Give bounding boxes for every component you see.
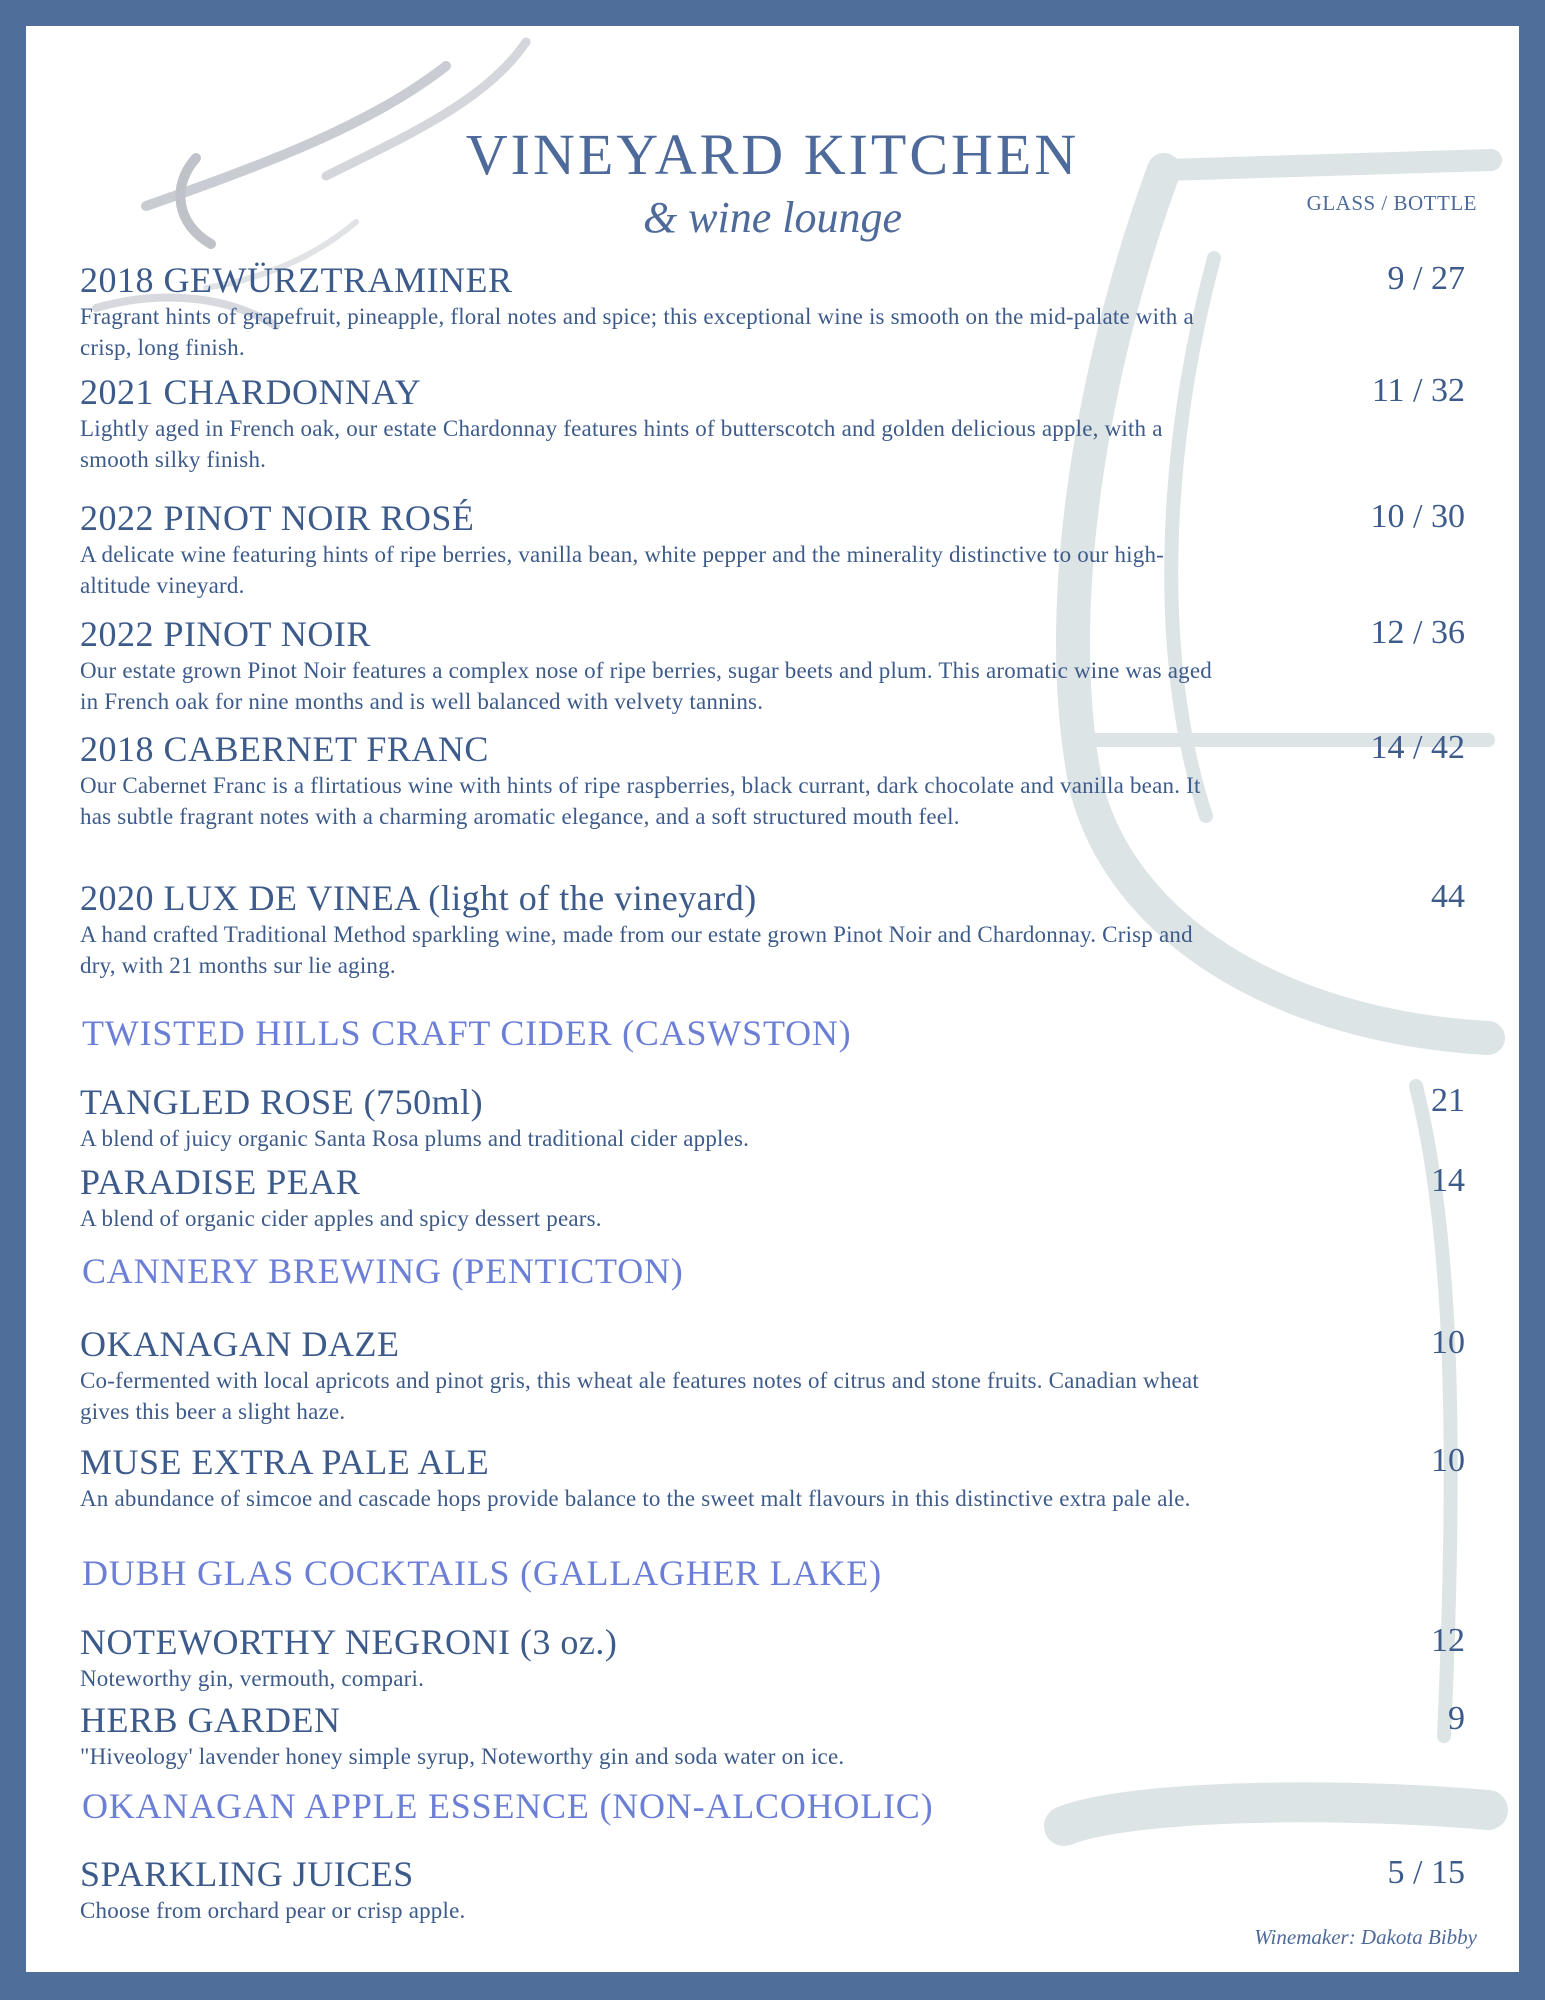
item-name: 2018 GEWÜRZTRAMINER: [80, 260, 513, 300]
section-heading-cocktails: DUBH GLAS COCKTAILS (GALLAGHER LAKE): [82, 1553, 882, 1593]
menu-item: [80, 1326, 1465, 1427]
item-description: Our Cabernet Franc is a flirtatious wine with hints of ripe raspberries, black currant, dark chocolate and vanilla bean. It has subtle fragrant notes with a charming aromatic elegance, and a soft structured mouth feel.: [80, 773, 1201, 829]
item-description: "Hiveology' lavender honey simple syrup, Noteworthy gin and soda water on ice.: [80, 1744, 845, 1769]
item-description: Co-fermented with local apricots and pinot gris, this wheat ale features notes of citrus and stone fruits. Canadian wheat gives this beer a slight haze.: [80, 1368, 1199, 1424]
item-price: 12: [1431, 1622, 1465, 1659]
item-description: Fragrant hints of grapefruit, pineapple, floral notes and spice; this exceptional wine is smooth on the mid-palate with a crisp, long finish.: [80, 304, 1194, 360]
item-name: 2020 LUX DE VINEA (light of the vineyard): [80, 878, 757, 918]
restaurant-subtitle: & wine lounge: [642, 193, 903, 242]
item-price: 14 / 42: [1370, 729, 1465, 766]
item-name: SPARKLING JUICES: [80, 1854, 414, 1894]
item-name: MUSE EXTRA PALE ALE: [80, 1442, 490, 1482]
section-heading-beer: CANNERY BREWING (PENTICTON): [82, 1251, 684, 1291]
item-name: PARADISE PEAR: [80, 1162, 361, 1202]
menu-item: [80, 1702, 1465, 1772]
item-name: NOTEWORTHY NEGRONI (3 oz.): [80, 1622, 618, 1662]
item-description: An abundance of simcoe and cascade hops provide balance to the sweet malt flavours in this distinctive extra pale ale.: [80, 1486, 1191, 1511]
section-heading-non-alcoholic: OKANAGAN APPLE ESSENCE (NON-ALCOHOLIC): [82, 1786, 934, 1826]
price-column-header: GLASS / BOTTLE: [1306, 191, 1477, 215]
item-description: A blend of organic cider apples and spicy dessert pears.: [80, 1206, 602, 1231]
menu-item: [80, 1444, 1465, 1514]
menu-item: [80, 880, 1465, 981]
menu-item: [80, 731, 1465, 832]
menu-item: [80, 1624, 1465, 1694]
section-heading-cider: TWISTED HILLS CRAFT CIDER (CASWSTON): [82, 1013, 852, 1053]
item-price: 9: [1448, 1700, 1465, 1737]
menu-item: [80, 1164, 1465, 1234]
item-name: 2022 PINOT NOIR: [80, 614, 371, 654]
menu-page: [26, 26, 1519, 1972]
item-name: 2018 CABERNET FRANC: [80, 729, 489, 769]
menu-item: [80, 1084, 1465, 1154]
item-price: 12 / 36: [1370, 614, 1465, 651]
item-description: Choose from orchard pear or crisp apple.: [80, 1898, 466, 1923]
item-description: A delicate wine featuring hints of ripe berries, vanilla bean, white pepper and the minerality distinctive to our high-altitude vineyard.: [80, 542, 1165, 598]
winemaker-credit: Winemaker: Dakota Bibby: [1254, 1925, 1477, 1949]
item-description: Noteworthy gin, vermouth, compari.: [80, 1666, 425, 1691]
item-price: 44: [1431, 878, 1465, 915]
menu-item: [80, 374, 1465, 475]
menu-item: [80, 616, 1465, 717]
item-price: 10: [1431, 1324, 1465, 1361]
item-name: TANGLED ROSE (750ml): [80, 1082, 484, 1122]
item-price: 14: [1431, 1162, 1465, 1199]
item-description: Lightly aged in French oak, our estate Chardonnay features hints of butterscotch and golden delicious apple, with a smooth silky finish.: [80, 416, 1163, 472]
restaurant-title: VINEYARD KITCHEN: [465, 122, 1080, 187]
menu-item: [80, 1856, 1465, 1926]
item-price: 11 / 32: [1371, 372, 1465, 409]
menu-item: [80, 500, 1465, 601]
item-description: Our estate grown Pinot Noir features a complex nose of ripe berries, sugar beets and plum. This aromatic wine was aged in French oak for nine months and is well balanced with velvety tannins.: [80, 658, 1212, 714]
item-name: 2021 CHARDONNAY: [80, 372, 422, 412]
item-name: HERB GARDEN: [80, 1700, 341, 1740]
item-price: 21: [1431, 1082, 1465, 1119]
item-name: OKANAGAN DAZE: [80, 1324, 400, 1364]
item-price: 9 / 27: [1387, 260, 1465, 297]
item-price: 10: [1431, 1442, 1465, 1479]
item-name: 2022 PINOT NOIR ROSÉ: [80, 498, 475, 538]
item-description: A blend of juicy organic Santa Rosa plums and traditional cider apples.: [80, 1126, 750, 1151]
item-price: 5 / 15: [1387, 1854, 1465, 1891]
menu-item: [80, 262, 1465, 363]
item-description: A hand crafted Traditional Method sparkling wine, made from our estate grown Pinot Noir and Chardonnay. Crisp and dry, with 21 months sur lie aging.: [80, 922, 1193, 978]
item-price: 10 / 30: [1370, 498, 1465, 535]
